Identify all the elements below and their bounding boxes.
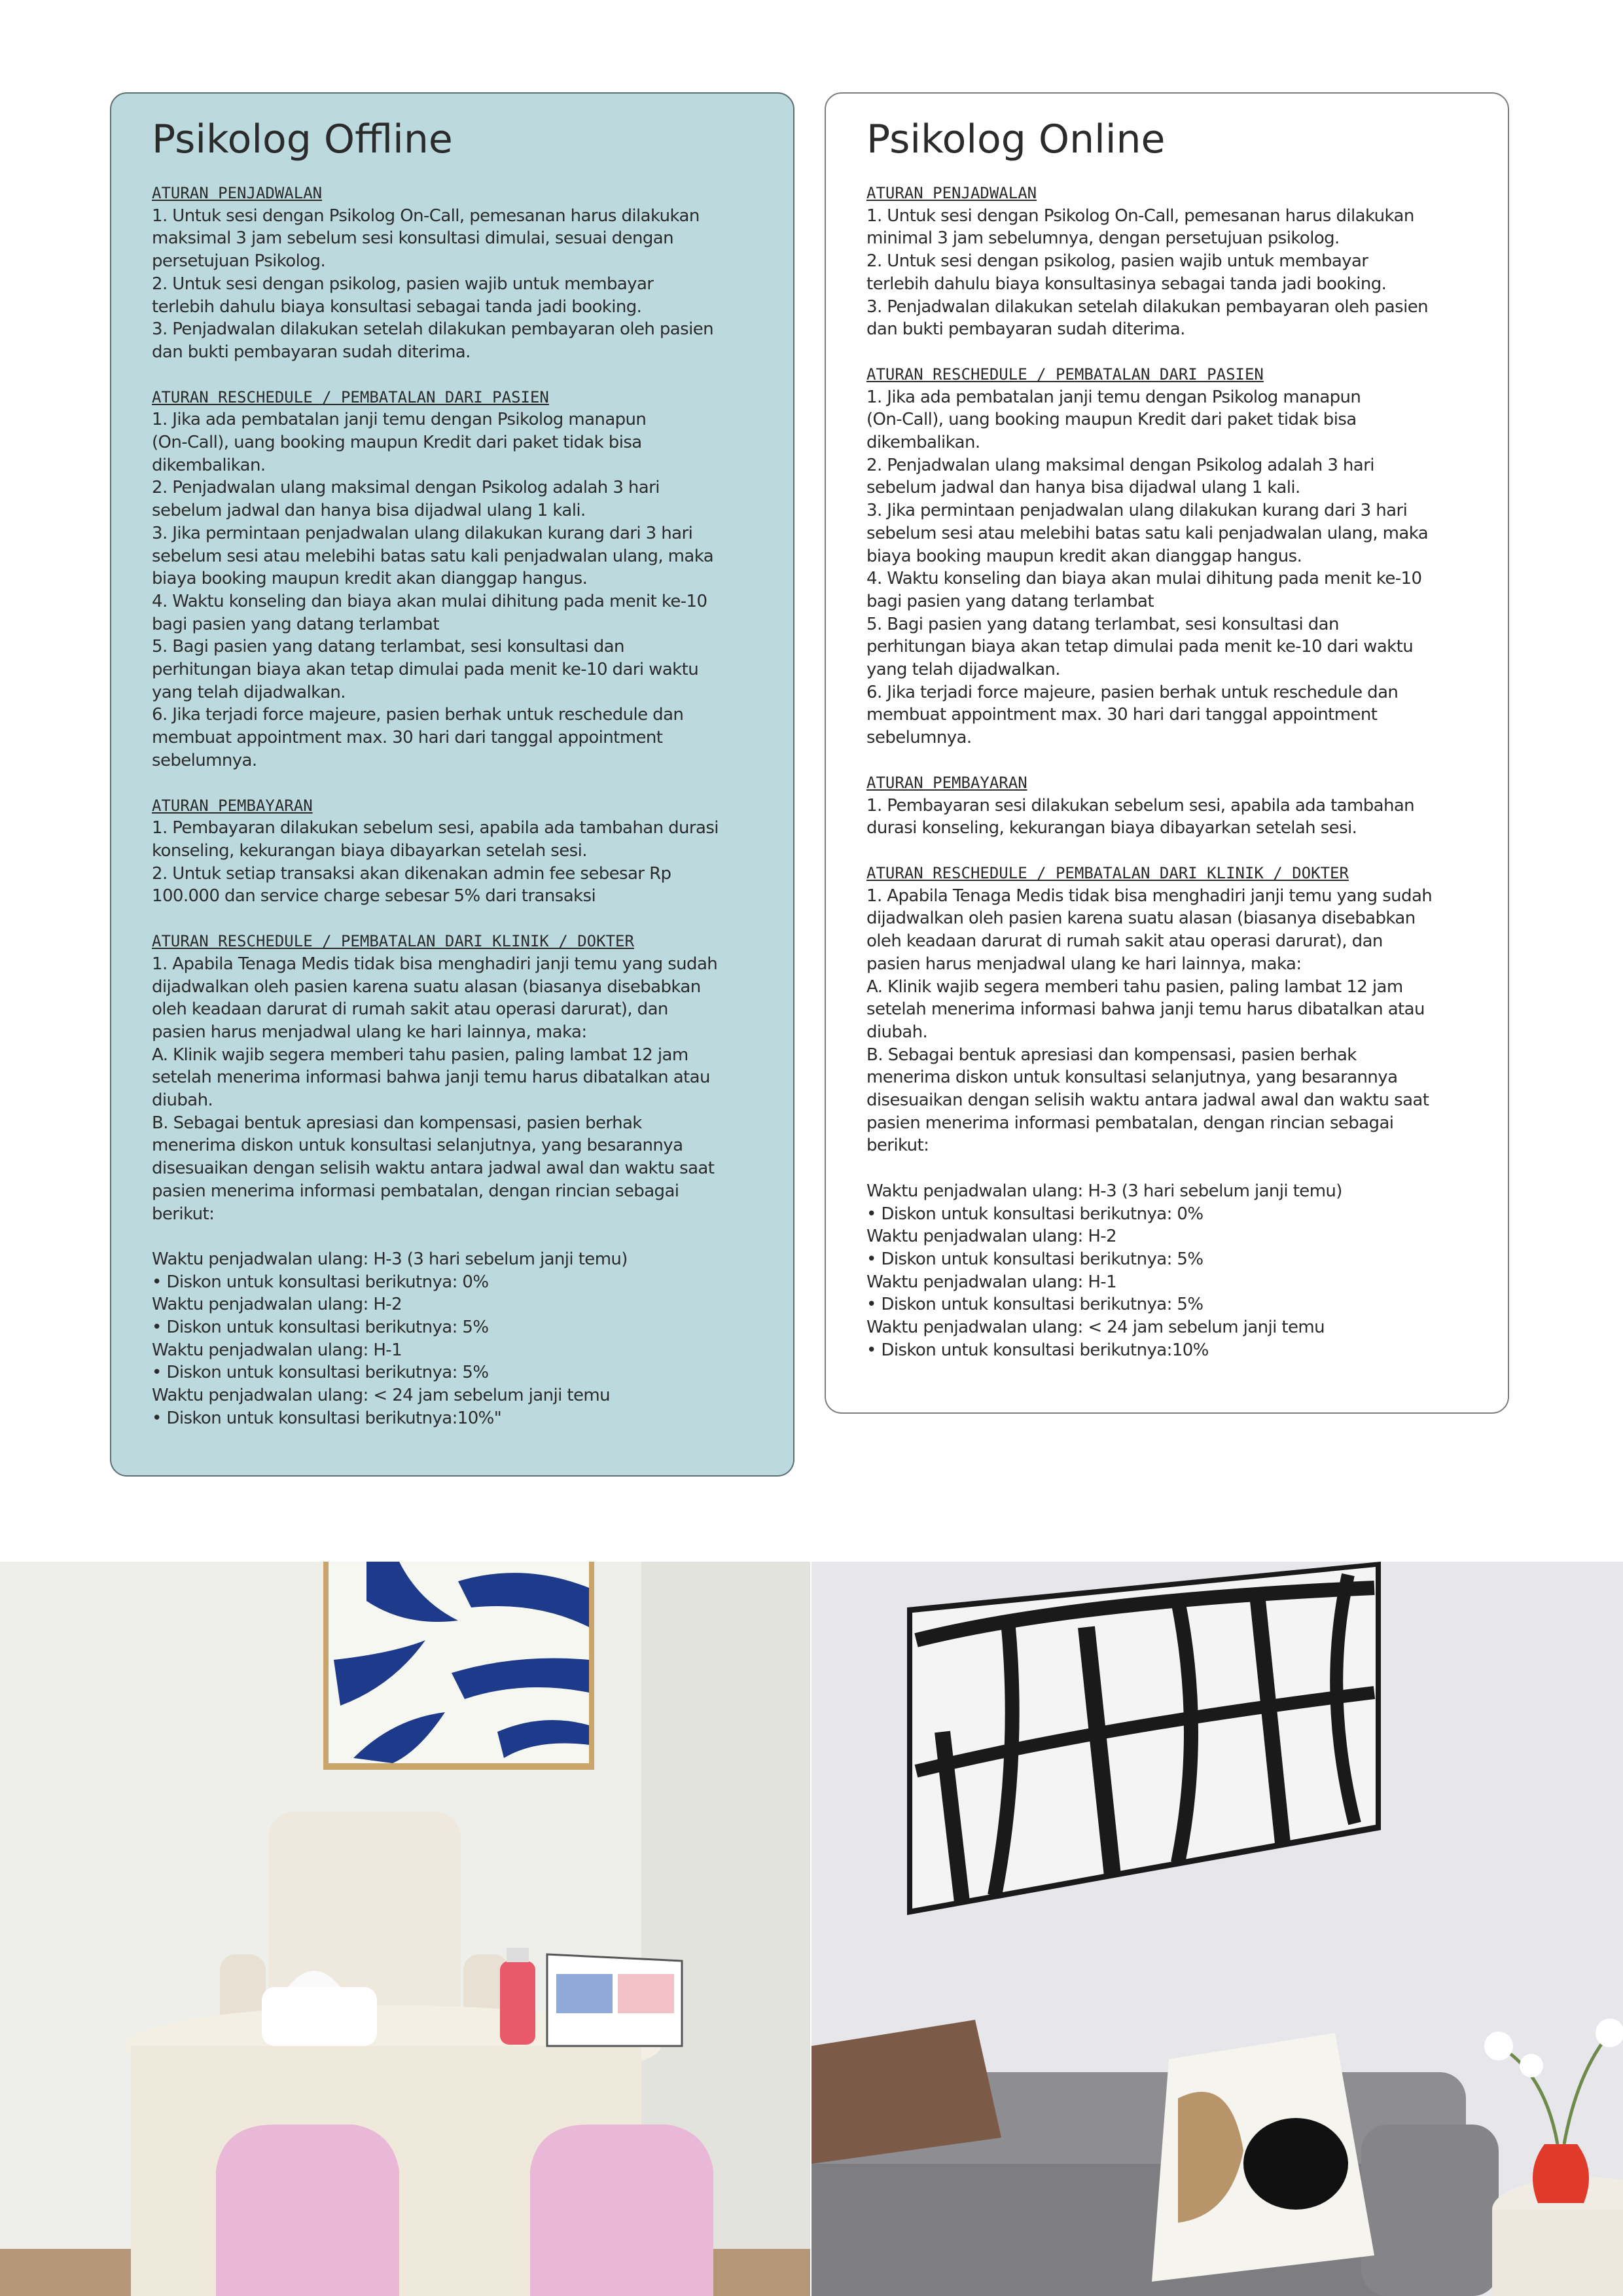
text-line: 1. Jika ada pembatalan janji temu dengan Psikolog manapun [152,410,647,430]
text-line: • Diskon untuk konsultasi berikutnya: 5% [866,1295,1204,1315]
text-line: Waktu penjadwalan ulang: < 24 jam sebelum janji temu [866,1318,1325,1338]
section-body [152,953,754,1430]
text-line: sebelum sesi atau melebihi batas satu kali penjadwalan ulang, maka [152,546,714,566]
text-line: Waktu penjadwalan ulang: H-2 [866,1227,1117,1247]
text-line: pasien menerima informasi pembatalan, dengan rincian sebagai [152,1181,679,1201]
online-section-1 [866,182,1469,341]
text-line: 6. Jika terjadi force majeure, pasien berhak untuk reschedule dan [152,705,684,725]
section-body [866,205,1469,341]
text-line: A. Klinik wajib segera memberi tahu pasien, paling lambat 12 jam [866,977,1403,997]
text-line: 2. Penjadwalan ulang maksimal dengan Psikolog adalah 3 hari [866,455,1374,475]
text-line: 1. Pembayaran dilakukan sebelum sesi, apabila ada tambahan durasi [152,818,719,838]
section-heading: ATURAN PEMBAYARAN [866,773,1027,792]
section-body [152,408,754,772]
text-line: sebelumnya. [152,750,257,770]
offline-section-4 [152,930,754,1429]
text-line: 1. Untuk sesi dengan Psikolog On-Call, pemesanan harus dilakukan [866,206,1414,226]
text-line: 3. Jika permintaan penjadwalan ulang dilakukan kurang dari 3 hari [866,501,1408,521]
consultation-room-icon [0,1562,810,2296]
text-line: dan bukti pembayaran sudah diterima. [152,342,471,362]
blank-line [866,1157,1469,1180]
text-line: 2. Untuk sesi dengan psikolog, pasien wajib untuk membayar [866,251,1368,272]
text-line: 2. Untuk sesi dengan psikolog, pasien wajib untuk membayar [152,274,654,294]
text-line: biaya booking maupun kredit akan dianggap hangus. [866,546,1302,566]
text-line: • Diskon untuk konsultasi berikutnya: 0% [152,1272,489,1292]
text-line: 2. Untuk setiap transaksi akan dikenakan admin fee sebesar Rp [152,863,671,884]
text-line: minimal 3 jam sebelumnya, dengan persetujuan psikolog. [866,228,1340,249]
offline-section-2 [152,386,754,772]
text-line: durasi konseling, kekurangan biaya dibayarkan setelah sesi. [866,818,1357,838]
consultation-room-photo [0,1562,810,2296]
text-line: perhitungan biaya akan tetap dimulai pada menit ke-10 dari waktu [152,660,699,680]
text-line: membuat appointment max. 30 hari dari tanggal appointment [152,728,663,748]
text-line: yang telah dijadwalkan. [866,660,1060,680]
text-line: setelah menerima informasi bahwa janji temu harus dibatalkan atau [152,1067,710,1088]
section-heading: ATURAN PEMBAYARAN [152,796,313,815]
text-line: sebelumnya. [866,728,972,748]
text-line: • Diskon untuk konsultasi berikutnya: 5% [866,1249,1204,1269]
text-line: bagi pasien yang datang terlambat [152,614,439,634]
text-line: Waktu penjadwalan ulang: H-3 (3 hari sebelum janji temu) [866,1181,1342,1201]
text-line: diubah. [152,1090,213,1111]
section-body [152,817,754,908]
text-line: menerima diskon untuk konsultasi selanjutnya, yang besarannya [152,1136,683,1156]
section-heading: ATURAN PENJADWALAN [152,184,323,202]
offline-panel [110,92,794,1477]
text-line: disesuaikan dengan selisih waktu antara jadwal awal dan waktu saat [866,1090,1429,1111]
text-line: • Diskon untuk konsultasi berikutnya: 5% [152,1318,489,1338]
text-line: terlebih dahulu biaya konsultasi sebagai tanda jadi booking. [152,296,642,317]
text-line: 1. Apabila Tenaga Medis tidak bisa menghadiri janji temu yang sudah [152,954,718,974]
text-line: dikembalikan. [866,433,980,453]
text-line: 3. Penjadwalan dilakukan setelah dilakukan pembayaran oleh pasien [866,296,1428,317]
text-line: terlebih dahulu biaya konsultasinya sebagai tanda jadi booking. [866,274,1387,294]
text-line: 5. Bagi pasien yang datang terlambat, sesi konsultasi dan [152,637,624,657]
text-line: dijadwalkan oleh pasien karena suatu alasan (biasanya disebabkan [866,908,1416,929]
section-body [152,205,754,364]
text-line: 1. Pembayaran sesi dilakukan sebelum sesi, apabila ada tambahan [866,795,1415,816]
section-heading: ATURAN PENJADWALAN [866,184,1037,202]
online-sections [866,182,1469,1361]
blank-line [152,1225,754,1248]
text-line: Waktu penjadwalan ulang: < 24 jam sebelum janji temu [152,1386,610,1406]
offline-section-1 [152,182,754,364]
text-line: pasien harus menjadwal ulang ke hari lainnya, maka: [866,954,1302,974]
text-line: • Diskon untuk konsultasi berikutnya:10%" [152,1408,502,1428]
text-line: Waktu penjadwalan ulang: H-3 (3 hari sebelum janji temu) [152,1249,628,1269]
section-heading: ATURAN RESCHEDULE / PEMBATALAN DARI PASIEN [866,365,1264,384]
text-line: 100.000 dan service charge sebesar 5% dari transaksi [152,886,596,906]
section-heading: ATURAN RESCHEDULE / PEMBATALAN DARI PASIEN [152,387,549,406]
text-line: maksimal 3 jam sebelum sesi konsultasi dimulai, sesuai dengan [152,228,673,249]
text-line: 3. Jika permintaan penjadwalan ulang dilakukan kurang dari 3 hari [152,523,693,543]
text-line: pasien harus menjadwal ulang ke hari lainnya, maka: [152,1022,587,1042]
text-line: disesuaikan dengan selisih waktu antara jadwal awal dan waktu saat [152,1158,715,1179]
text-line: sebelum jadwal dan hanya bisa dijadwal ulang 1 kali. [866,478,1300,498]
lounge-sofa-icon [812,1562,1623,2296]
text-line: dikembalikan. [152,455,266,475]
text-line: berikut: [152,1204,215,1224]
text-line: (On-Call), uang booking maupun Kredit dari paket tidak bisa [152,433,642,453]
text-line: konseling, kekurangan biaya dibayarkan setelah sesi. [152,840,587,861]
online-section-2 [866,363,1469,749]
text-line: sebelum sesi atau melebihi batas satu kali penjadwalan ulang, maka [866,523,1429,543]
online-section-3 [866,772,1469,840]
text-line: persetujuan Psikolog. [152,251,326,272]
text-line: 5. Bagi pasien yang datang terlambat, sesi konsultasi dan [866,614,1339,634]
text-line: Waktu penjadwalan ulang: H-1 [866,1272,1117,1292]
online-panel [825,92,1509,1414]
text-line: dan bukti pembayaran sudah diterima. [866,319,1185,340]
text-line: • Diskon untuk konsultasi berikutnya: 5% [152,1363,489,1383]
text-line: biaya booking maupun kredit akan dianggap hangus. [152,569,588,589]
offline-title: Psikolog Offline [152,117,453,162]
text-line: Waktu penjadwalan ulang: H-1 [152,1340,402,1360]
text-line: 4. Waktu konseling dan biaya akan mulai dihitung pada menit ke-10 [866,569,1422,589]
text-line: 2. Penjadwalan ulang maksimal dengan Psikolog adalah 3 hari [152,478,660,498]
text-line: oleh keadaan darurat di rumah sakit atau operasi darurat), dan [866,931,1383,952]
text-line: 4. Waktu konseling dan biaya akan mulai dihitung pada menit ke-10 [152,591,707,611]
text-line: (On-Call), uang booking maupun Kredit dari paket tidak bisa [866,410,1357,430]
text-line: sebelum jadwal dan hanya bisa dijadwal ulang 1 kali. [152,501,586,521]
text-line: pasien menerima informasi pembatalan, dengan rincian sebagai [866,1113,1394,1133]
text-line: bagi pasien yang datang terlambat [866,591,1154,611]
text-line: B. Sebagai bentuk apresiasi dan kompensasi, pasien berhak [152,1113,642,1133]
text-line: membuat appointment max. 30 hari dari tanggal appointment [866,705,1378,725]
offline-section-3 [152,795,754,908]
text-line: berikut: [866,1136,929,1156]
text-line: 1. Untuk sesi dengan Psikolog On-Call, pemesanan harus dilakukan [152,206,700,226]
text-line: yang telah dijadwalkan. [152,682,346,702]
online-title: Psikolog Online [866,117,1166,162]
offline-sections [152,182,754,1430]
text-line: 3. Penjadwalan dilakukan setelah dilakukan pembayaran oleh pasien [152,319,713,340]
photo-strip [0,1562,1623,2296]
section-body [866,795,1469,840]
text-line: setelah menerima informasi bahwa janji temu harus dibatalkan atau [866,999,1425,1020]
text-line: 6. Jika terjadi force majeure, pasien berhak untuk reschedule dan [866,682,1399,702]
text-line: perhitungan biaya akan tetap dimulai pada menit ke-10 dari waktu [866,637,1414,657]
text-line: dijadwalkan oleh pasien karena suatu alasan (biasanya disebabkan [152,977,701,997]
lounge-sofa-photo [812,1562,1623,2296]
section-body [866,386,1469,749]
text-line: oleh keadaan darurat di rumah sakit atau operasi darurat), dan [152,999,668,1020]
section-heading: ATURAN RESCHEDULE / PEMBATALAN DARI KLINIK / DOKTER [152,932,634,951]
section-body [866,885,1469,1362]
text-line: Waktu penjadwalan ulang: H-2 [152,1295,402,1315]
text-line: A. Klinik wajib segera memberi tahu pasien, paling lambat 12 jam [152,1045,688,1065]
text-line: B. Sebagai bentuk apresiasi dan kompensasi, pasien berhak [866,1045,1357,1065]
online-section-4 [866,862,1469,1361]
text-line: diubah. [866,1022,928,1042]
text-line: 1. Jika ada pembatalan janji temu dengan Psikolog manapun [866,387,1361,407]
text-line: • Diskon untuk konsultasi berikutnya:10% [866,1340,1209,1360]
text-line: menerima diskon untuk konsultasi selanjutnya, yang besarannya [866,1067,1398,1088]
section-heading: ATURAN RESCHEDULE / PEMBATALAN DARI KLINIK / DOKTER [866,863,1349,882]
text-line: • Diskon untuk konsultasi berikutnya: 0% [866,1204,1204,1224]
text-line: 1. Apabila Tenaga Medis tidak bisa menghadiri janji temu yang sudah [866,886,1433,906]
